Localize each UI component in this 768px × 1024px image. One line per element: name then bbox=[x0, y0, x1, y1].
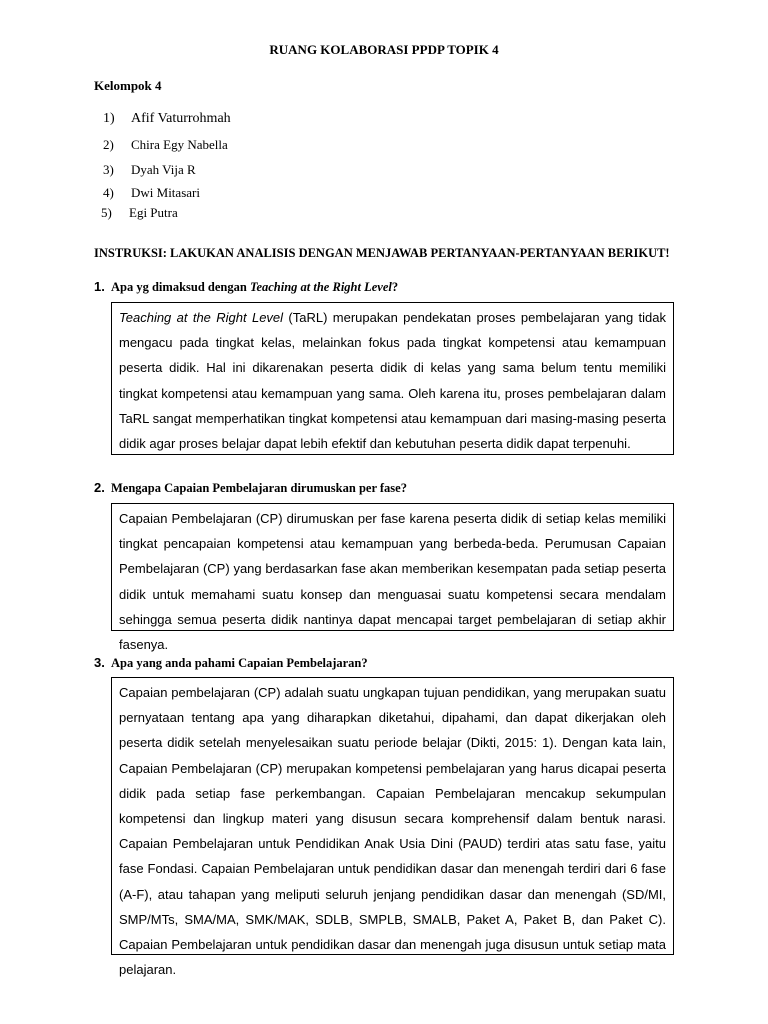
member-item bbox=[101, 205, 178, 221]
question-number: 3. bbox=[94, 655, 105, 670]
question-text: Mengapa Capaian Pembelajaran dirumuskan per fase? bbox=[111, 481, 407, 495]
question-text: Apa yang anda pahami Capaian Pembelajaran? bbox=[111, 656, 368, 670]
question-text-end: ? bbox=[391, 280, 399, 294]
member-item bbox=[103, 162, 196, 178]
answer-text: Capaian pembelajaran (CP) adalah suatu ungkapan tujuan pendidikan, yang merupakan suatu pernyataan tentang apa yang diharapkan diketahui, dipahami, dan dapat dikerjakan oleh peserta didik setelah menyelesaikan suatu periode belajar (Dikti, 2015: 1). Dengan kata lain, Capaian Pembelajaran (CP) merupakan kompetensi pembelajaran yang harus dicapai peserta didik pada setiap fase perkembangan. Capaian Pembelajaran mencakup sekumpulan kompetensi dan lingkup materi yang disusun secara komprehensif dalam bentuk narasi. Capaian Pembelajaran untuk Pendidikan Anak Usia Dini (PAUD) terdiri atas satu fase, yaitu fase Fondasi. Capaian Pembelajaran untuk pendidikan dasar dan menengah terdiri dari 6 fase (A-F), atau tahapan yang meliputi seluruh jenjang pendidikan dasar dan menengah (SD/MI, SMP/MTs, SMA/MA, SMK/MAK, SDLB, SMPLB, SMALB, Paket A, Paket B, dan Paket C). Capaian Pembelajaran untuk pendidikan dasar dan menengah juga disusun untuk setiap mata pelajaran. bbox=[119, 685, 666, 978]
member-name: Afif Vaturrohmah bbox=[131, 111, 231, 126]
member-name: Chira Egy Nabella bbox=[131, 137, 228, 152]
member-number: 1) bbox=[103, 111, 115, 126]
member-number: 2) bbox=[103, 137, 114, 152]
group-label: Kelompok 4 bbox=[94, 78, 162, 93]
answer-box-3 bbox=[111, 677, 674, 978]
member-name: Egi Putra bbox=[129, 205, 178, 220]
member-number: 3) bbox=[103, 162, 114, 177]
question-number: 1. bbox=[94, 279, 105, 294]
answer-text: (TaRL) merupakan pendekatan proses pembelajaran yang tidak mengacu pada tingkat kelas, melainkan fokus pada tingkat kompetensi atau kemampuan peserta didik. Hal ini dikarenakan peserta didik di kelas yang sama belum tentu memiliki tingkat kompetensi atau kemampuan yang sama. Oleh karena itu, proses pembelajaran dalam TaRL sangat memperhatikan tingkat kompetensi atau kemampuan dari masing-masing peserta didik agar proses belajar dapat lebih efektif dan kebutuhan peserta didik dapat terpenuhi. bbox=[119, 310, 666, 452]
member-number: 5) bbox=[101, 205, 112, 220]
member-item bbox=[103, 111, 231, 127]
answer-box-2 bbox=[111, 503, 674, 653]
member-number: 4) bbox=[103, 185, 114, 200]
question-text: Apa yg dimaksud dengan bbox=[111, 280, 250, 294]
member-name: Dyah Vija R bbox=[131, 162, 196, 177]
answer-box-1 bbox=[111, 302, 674, 455]
document-title: RUANG KOLABORASI PPDP TOPIK 4 bbox=[269, 42, 499, 57]
answer-italic-term: Teaching at the Right Level bbox=[119, 310, 284, 325]
question-2 bbox=[94, 480, 407, 496]
question-3 bbox=[94, 655, 368, 671]
member-item bbox=[103, 137, 228, 153]
question-number: 2. bbox=[94, 480, 105, 495]
question-text-italic: Teaching at the Right Level bbox=[249, 280, 392, 294]
instruction-heading: INSTRUKSI: LAKUKAN ANALISIS DENGAN MENJAWAB PERTANYAAN-PERTANYAAN BERIKUT! bbox=[94, 246, 670, 260]
member-name: Dwi Mitasari bbox=[131, 185, 200, 200]
member-item bbox=[103, 185, 200, 201]
question-1 bbox=[94, 279, 398, 295]
answer-text: Capaian Pembelajaran (CP) dirumuskan per fase karena peserta didik di setiap kelas memiliki tingkat pencapaian kompetensi atau kemampuan yang berbeda-beda. Perumusan Capaian Pembelajaran (CP) yang berdasarkan fase akan memberikan kesempatan pada setiap peserta didik untuk memahami suatu konsep dan menguasai suatu kompetensi secara mendalam sehingga semua peserta didik nantinya dapat mencapai target pembelajaran di setiap akhir fasenya. bbox=[119, 511, 666, 653]
